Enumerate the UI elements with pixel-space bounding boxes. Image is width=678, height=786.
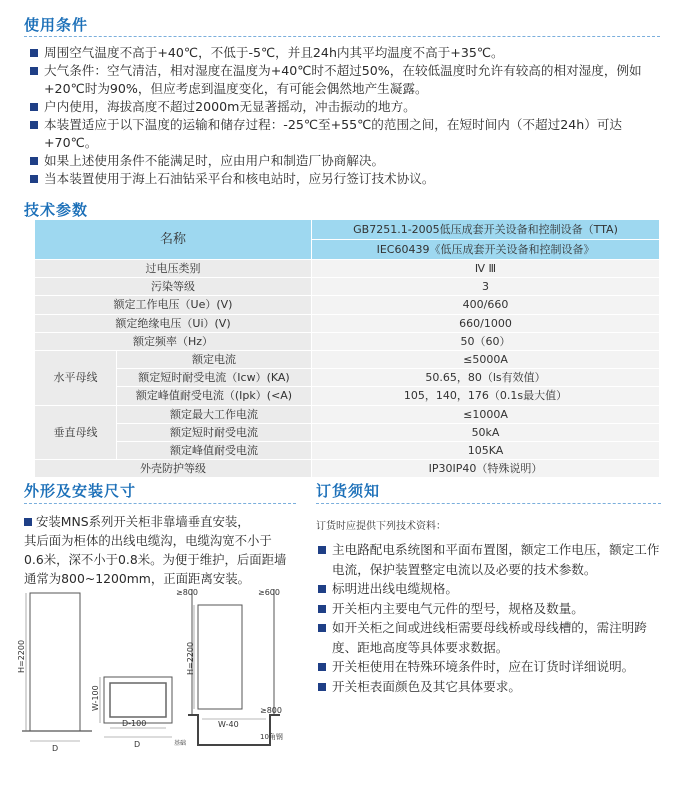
table-row: 额定短时耐受电流 50kA (35, 423, 660, 441)
conditions-title: 使用条件 (24, 16, 89, 34)
list-item: 当本装置使用于海上石油钻采平台和核电站时，应另行签订技术协议。 (30, 170, 650, 188)
table-row: 额定峰值耐受电流（(Ipk）(<A) 105，140，176（0.1s最大值） (35, 387, 660, 405)
list-item: 主电路配电系统图和平面布置图，额定工作电压，额定工作电流，保护装置整定电流以及必要的技术参数。 (318, 540, 663, 579)
square-bullet-icon (318, 585, 326, 593)
install-line: 0.6米，深不小于0.8米。为便于维护，后面距墙 (24, 552, 287, 567)
list-item: 大气条件：空气清洁，相对湿度在温度为+40℃时不超过50%，在较低温度时允许有较高的相对湿度，例如+20℃时为90%，但应考虑到温度变化，有可能会偶然地产生凝露。 (30, 62, 650, 98)
square-bullet-icon (318, 663, 326, 671)
dim-w40: W-40 (218, 720, 239, 729)
square-bullet-icon (30, 175, 38, 183)
list-item: 如果上述使用条件不能满足时，应由用户和制造厂协商解决。 (30, 152, 650, 170)
conditions-list (30, 44, 650, 188)
dim-w1: W-100 (91, 685, 100, 711)
square-bullet-icon (30, 157, 38, 165)
install-title: 外形及安装尺寸 (24, 482, 137, 500)
group-horizontal-bus: 水平母线 (35, 350, 117, 405)
dim-bot800: ≥800 (260, 706, 282, 715)
spec-header-std1: GB7251.1-2005低压成套开关设备和控制设备（TTA) (312, 220, 660, 240)
plan-outline (104, 677, 172, 723)
table-row: 额定峰值耐受电流 105KA (35, 441, 660, 459)
spec-header-std2: IEC60439《低压成套开关设备和控制设备》 (312, 240, 660, 260)
list-item: 标明进出线电缆规格。 (318, 579, 663, 599)
list-item: 如开关柜之间或进线柜需要母线桥或母线槽的，需注明跨度、距地高度等具体要求数据。 (318, 618, 663, 657)
square-bullet-icon (30, 67, 38, 75)
square-bullet-icon (30, 121, 38, 129)
specs-title: 技术参数 (24, 201, 89, 219)
table-row: 外壳防护等级 IP30IP40（特殊说明） (35, 460, 660, 478)
install-line: 通常为800~1200mm，正面距离安装。 (24, 571, 251, 586)
dim-d2: D-100 (122, 719, 147, 728)
table-row: 污染等级 3 (35, 278, 660, 296)
install-rule (24, 503, 296, 504)
conditions-rule (24, 36, 660, 37)
dim-bot10: 10角钢 (260, 733, 283, 741)
table-row: 额定短时耐受电流（Icw）(KA) 50.65，80（ls有效值） (35, 369, 660, 387)
square-bullet-icon (24, 518, 32, 526)
dim-d1: D (52, 744, 59, 753)
list-item: 本装置适应于以下温度的运输和储存过程：-25℃至+55℃的范围之间，在短时间内（不超过24h）可达+70℃。 (30, 116, 650, 152)
table-row: 过电压类别 Ⅳ Ⅲ (35, 260, 660, 278)
install-line: 其后面为柜体的出线电缆沟，电缆沟宽不小于 (24, 533, 272, 548)
spec-header-name: 名称 (35, 220, 312, 260)
dim-top600: ≥600 (258, 588, 280, 597)
install-text (24, 512, 314, 588)
plan-channel (110, 683, 166, 717)
install-line: 安装MNS系列开关柜非靠墙垂直安装， (24, 512, 314, 531)
list-item: 开关柜内主要电气元件的型号，规格及数量。 (318, 599, 663, 619)
table-row: 垂直母线 额定最大工作电流 ≤1000A (35, 405, 660, 423)
table-row: 额定工作电压（Ue）(V) 400/660 (35, 296, 660, 314)
dim-top800: ≥800 (176, 588, 198, 597)
dim-h1: H=2200 (17, 639, 26, 673)
list-item: 周围空气温度不高于+40℃，不低于-5℃，并且24h内其平均温度不高于+35℃。 (30, 44, 650, 62)
square-bullet-icon (318, 683, 326, 691)
front-cabinet-outline (30, 593, 80, 731)
table-row: 水平母线 额定电流 ≤5000A (35, 350, 660, 368)
order-intro: 订货时应提供下列技术资料： (316, 521, 446, 532)
square-bullet-icon (318, 546, 326, 554)
install-diagram (17, 585, 312, 755)
dim-d3: D (134, 740, 141, 749)
order-title: 订货须知 (316, 482, 381, 500)
square-bullet-icon (318, 605, 326, 613)
order-rule (316, 503, 661, 504)
list-item: 开关柜使用在特殊环境条件时，应在订货时详细说明。 (318, 657, 663, 677)
side-cabinet-outline (198, 605, 242, 709)
dim-h2: H=2200 (186, 641, 195, 675)
list-item: 户内使用，海拔高度不超过2000m无显著摇动，冲击振动的地方。 (30, 98, 650, 116)
dim-basement: 基础 (174, 740, 187, 747)
table-row: 额定频率（Hz） 50（60） (35, 332, 660, 350)
order-list (318, 540, 663, 696)
list-item: 开关柜表面颜色及其它具体要求。 (318, 677, 663, 697)
spec-table (34, 219, 660, 478)
square-bullet-icon (318, 624, 326, 632)
square-bullet-icon (30, 49, 38, 57)
square-bullet-icon (30, 103, 38, 111)
table-row: 额定绝缘电压（Ui）(V) 660/1000 (35, 314, 660, 332)
group-vertical-bus: 垂直母线 (35, 405, 117, 460)
